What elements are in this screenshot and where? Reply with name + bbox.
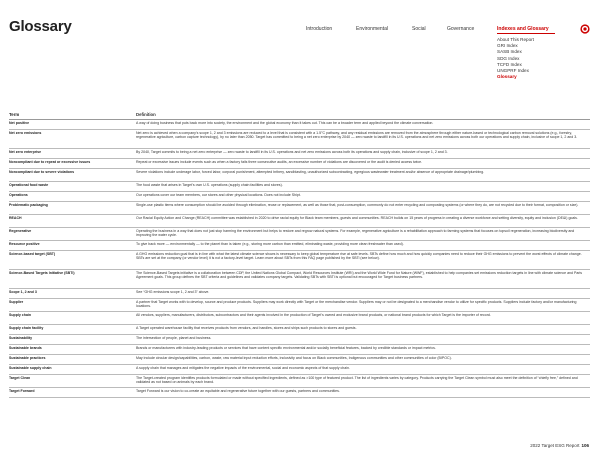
term: REACH	[9, 215, 22, 220]
table-row	[9, 375, 590, 388]
table-row	[9, 299, 590, 312]
term: Supply chain	[9, 312, 32, 317]
table-row	[9, 169, 590, 182]
definition: A way of doing business that puts back more into society, the environment and the global economy than it takes out. This can be a broader term and applied beyond the climate conversation.	[136, 120, 434, 125]
definition: Repeat or excessive issues include events such as when a factory fails three consecutive audits, an excessive number of violations are discovered or the audit is denied access twice.	[136, 159, 423, 164]
term-column-header: Term	[9, 112, 20, 117]
definition: The Science-Based Targets initiative is a collaboration between CDP, the United Nations Global Compact, World Resources Institute (WRI) and the World Wide Fund for Nature (WWF), established to help companies set emissions reduction targets in line with climate science and Paris Agreement goals. This group defines the SBT criteria and guidelines and validates company targets. Validating SBTs with SBTi is optional but encouraged for Target business partners.	[136, 270, 583, 279]
top-nav	[0, 26, 600, 36]
term: Target Forward	[9, 388, 35, 393]
submenu-tcfd-index[interactable]: TCFD Index	[497, 61, 522, 67]
table-row	[9, 289, 590, 299]
table-row	[9, 270, 590, 289]
table-row	[9, 365, 590, 375]
table-row	[9, 345, 590, 355]
term: Noncompliant due to repeat or excessive issues	[9, 159, 91, 164]
term: Operations	[9, 192, 28, 197]
submenu-gri-index[interactable]: GRI Index	[497, 43, 518, 49]
term: Sustainable brands	[9, 345, 42, 350]
definition: Single-use plastic items where consumption should be avoided through elimination, reuse or replacement, as well as those that, post-consumption, commonly do not enter recycling and composting systems (or where they do, are not recycled due to their format, composition or size).	[136, 202, 579, 207]
definition: Severe violations include underage labor, forced labor, corporal punishment, attempted bribery, sandblasting, unauthorized subcontracting, egregious wastewater treatment and/or absence of appropriate drainage/plumbing.	[136, 169, 485, 174]
term: Net zero emissions	[9, 130, 42, 135]
page-footer	[530, 443, 589, 448]
definition: By 2040, Target commits to being a net zero enterprise — zero waste to landfill in its U.S. operations and net zero emissions across both its operations and supply chain, inclusive of scope 1, 2 and 3.	[136, 149, 448, 154]
nav-introduction[interactable]: Introduction	[306, 26, 333, 32]
definition: Target Forward is our vision to co-create an equitable and regenerative future together with our guests, partners and communities.	[136, 388, 340, 393]
term: Net zero enterprise	[9, 149, 42, 154]
table-row	[9, 130, 590, 149]
term: Sustainability	[9, 335, 33, 340]
term: Problematic packaging	[9, 202, 48, 207]
term: Science-Based Targets Initiative (SBTi)	[9, 270, 75, 275]
definition: To give back more — environmentally — to the planet than is taken (e.g., storing more carbon than emitted, eliminating waste, providing more clean freshwater than used).	[136, 241, 404, 246]
definition: Our Racial Equity Action and Change (REACH) committee was established in 2020 to drive racial equity for Black team members, guests and communities. REACH builds on 15 years of progress in creating a diverse workforce and setting diversity, equity and inclusion (DE&I) goals.	[136, 215, 578, 220]
term: Scope 1, 2 and 3	[9, 289, 37, 294]
glossary-table	[9, 112, 590, 398]
nav-indexes-and-glossary[interactable]: Indexes and Glossary	[497, 26, 549, 32]
definition: May include circular design/capabilities, carbon, waste, raw material input reduction efforts, inclusivity and focus on Black communities, Indigenous communities and other communities of color (BIPOC).	[136, 355, 452, 360]
table-row	[9, 388, 590, 398]
definition: A GHG emissions reduction goal that is in line with what the latest climate science shows is necessary to keep global temperature rise at safe levels. SBTs define how much and how quickly companies need to reduce their GHG emissions to prevent the worst effects of climate change. SBTs are set at the company (or vendor level) it is not a factory-level target. Learn more about SBTs from this FAQ page published by the SBTi (see below).	[136, 251, 582, 260]
definition: Our operations cover our team members, our stores and other physical locations. Does not include Shipt.	[136, 192, 301, 197]
term: Science-based target (SBT)	[9, 251, 56, 256]
definition: See “GHG emissions scope 1, 2 and 3” above.	[136, 289, 210, 294]
table-row	[9, 335, 590, 345]
definition: A supply chain that manages and mitigates the negative impacts of the environmental, social and economic aspects of that supply chain.	[136, 365, 350, 370]
definition: All vendors, suppliers, manufacturers, distributors, subcontractors and their agents involved in the production of Target’s owned and exclusive brand products, or national brand products for which Target is the importer of record.	[136, 312, 491, 317]
page-number: 106	[581, 443, 589, 448]
table-row	[9, 202, 590, 215]
report-name: 2022 Target ESG Report	[530, 443, 580, 448]
term: Operational food waste	[9, 182, 49, 187]
table-row	[9, 215, 590, 228]
table-row	[9, 312, 590, 325]
term: Noncompliant due to severe violations	[9, 169, 75, 174]
definition: A partner that Target works with to develop, source and produce products. Suppliers may work directly with Target or the merchandise vendor. Suppliers may or not be designated to a merchandise vendor to utilize for specific products. Suppliers include factory and/or manufacturing locations.	[136, 299, 577, 308]
table-row	[9, 241, 590, 251]
table-row	[9, 355, 590, 365]
nav-social[interactable]: Social	[412, 26, 426, 32]
table-row	[9, 159, 590, 169]
target-bullseye-icon[interactable]	[580, 24, 590, 34]
submenu-sdg-index[interactable]: SDG Index	[497, 55, 520, 61]
term: Target Clean	[9, 375, 31, 380]
term: Sustainable supply chain	[9, 365, 52, 370]
term: Sustainable practices	[9, 355, 46, 360]
table-header	[9, 112, 590, 120]
nav-governance[interactable]: Governance	[447, 26, 475, 32]
table-row	[9, 192, 590, 202]
term: Regenerative	[9, 228, 32, 233]
table-row	[9, 228, 590, 241]
definition: The intersection of people, planet and business.	[136, 335, 212, 340]
term: Resource positive	[9, 241, 40, 246]
table-row	[9, 251, 590, 270]
submenu-sasb-index[interactable]: SASB Index	[497, 49, 522, 55]
definition: The food waste that arises in Target’s own U.S. operations (supply chain facilities and stores).	[136, 182, 283, 187]
term: Supply chain facility	[9, 325, 44, 330]
nav-environmental[interactable]: Environmental	[356, 26, 388, 32]
term: Net positive	[9, 120, 30, 125]
page-title: Glossary	[9, 18, 72, 35]
definition: Operating the business in a way that does not just stop harming the environment but helps to restore and regrow natural systems. For example, regenerative agriculture is a rehabilitation approach to farming systems that focuses on topsoil regeneration, increasing biodiversity and improving the water cycle.	[136, 228, 575, 237]
submenu-ungprf-index[interactable]: UNGPRF Index	[497, 68, 529, 74]
table-row	[9, 325, 590, 335]
definition: A Target operated warehouse facility that receives products from vendors, and handles, stores and ships such products to stores and guests.	[136, 325, 357, 330]
definition: Brands or manufacturers with industry-leading products or services that have content specific environmental and/or socially beneficial features, backed by credible standards or impact metrics.	[136, 345, 436, 350]
definition: Net zero is achieved when a company’s scope 1, 2 and 3 emissions are reduced to a level that is consistent with a 1.5°C pathway, and any residual emissions are removed from the atmosphere through either nature-based or technological carbon removal solutions (e.g., forestry, regenerative agriculture, carbon capture technology), by no later than 2050. Target has committed to being a net zero enterprise by 2040 — zero waste to landfill in its U.S. operations and net zero emissions across both our operations and supply chain, inclusive of scope 1, 2 and 3.	[136, 130, 578, 139]
definition: The Target-created program identifies products formulated or made without specified ingredients, defined as >100 type of featured product. The list of ingredients varies by category. Products carrying the Target Clean symbol must also meet the definition of “chiefly free,” defined and validated as not based on animals by each brand.	[136, 375, 578, 384]
table-row	[9, 120, 590, 130]
term: Supplier	[9, 299, 24, 304]
table-row	[9, 149, 590, 159]
submenu-about-this-report[interactable]: About This Report	[497, 37, 534, 42]
submenu-glossary[interactable]: Glossary	[497, 74, 517, 80]
active-nav-underline	[497, 33, 555, 34]
submenu	[497, 37, 534, 80]
table-row	[9, 182, 590, 192]
definition-column-header: Definition	[136, 112, 156, 117]
